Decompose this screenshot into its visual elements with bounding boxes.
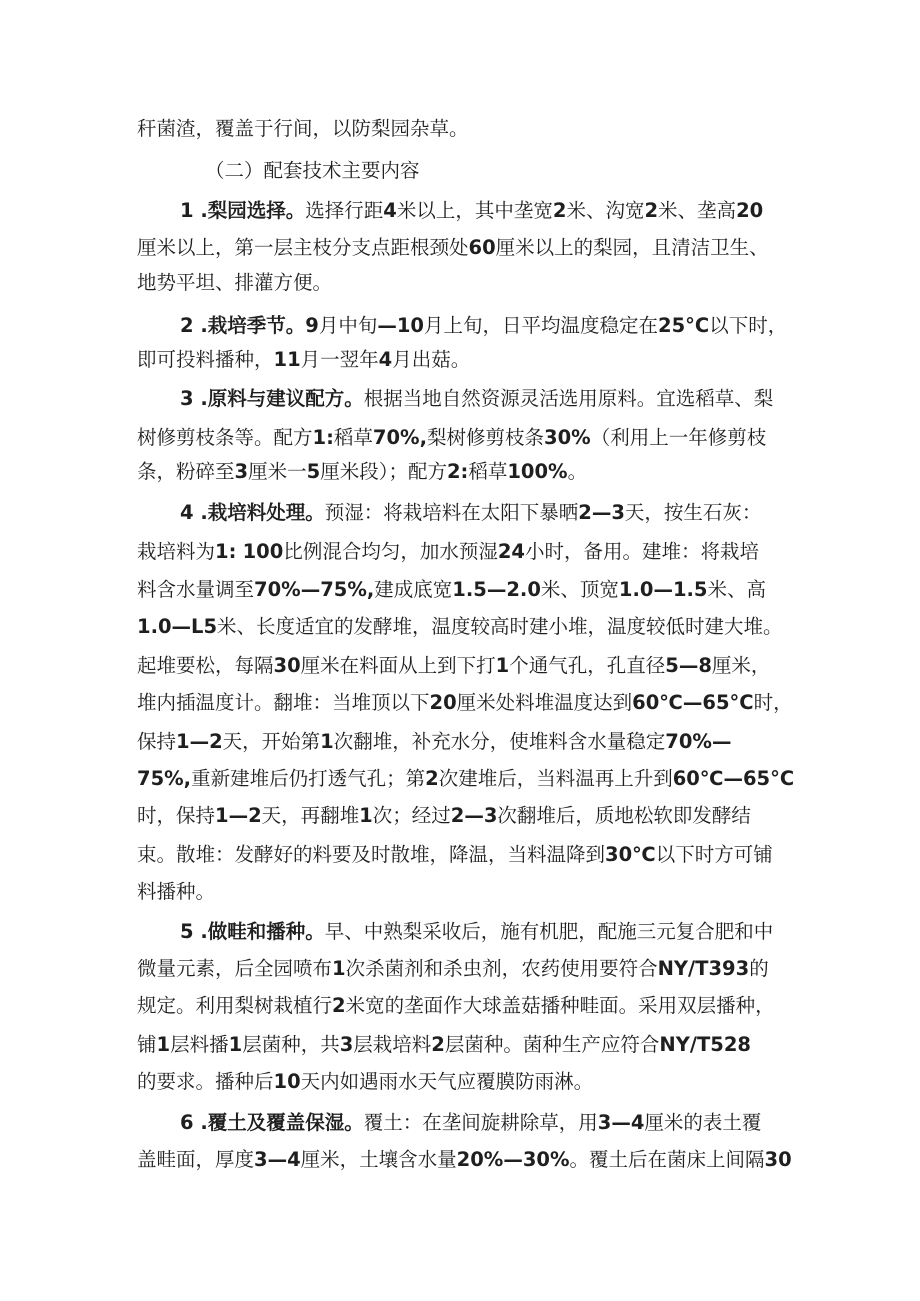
text-line bbox=[137, 651, 770, 681]
text-line bbox=[137, 1067, 593, 1097]
text-line bbox=[137, 877, 215, 907]
bold-text: 30℃ bbox=[605, 843, 656, 866]
bold-text: 20 bbox=[429, 691, 457, 714]
text-run: 预湿：将栽培料在太阳下暴晒 bbox=[324, 501, 579, 524]
text-line bbox=[137, 612, 783, 642]
text-run: 次翻堆，补充水分，使堆料含水量稳定 bbox=[333, 730, 666, 753]
bold-text: 2 bbox=[552, 199, 567, 222]
text-line bbox=[137, 688, 793, 718]
bold-text: 2 bbox=[644, 199, 659, 222]
text-run: 铺 bbox=[137, 1033, 157, 1056]
text-run: 。 bbox=[567, 460, 588, 483]
text-run: 米、长度适宜的发酵堆，温度较高时建小堆，温度较低时建大堆。 bbox=[217, 615, 783, 638]
bold-text: 70%— bbox=[665, 730, 732, 753]
bold-text: 25°C bbox=[658, 314, 710, 337]
text-run: 厘米的表土覆 bbox=[644, 1111, 762, 1134]
text-run: 厘米以上，第一层主枝分支点距根颈处 bbox=[137, 236, 469, 259]
text-run: 起堆要松，每隔 bbox=[137, 654, 274, 677]
bold-text: 60℃—65°C bbox=[632, 691, 754, 714]
text-run: 米、垄高 bbox=[658, 199, 737, 222]
bold-text: 1 bbox=[332, 957, 346, 980]
bold-text: 2 bbox=[332, 994, 346, 1017]
paragraph-4-line bbox=[180, 498, 761, 528]
paragraph-1-line bbox=[180, 196, 763, 226]
text-run: 米、沟宽 bbox=[566, 199, 645, 222]
text-line bbox=[137, 954, 769, 984]
bold-text: 1: bbox=[215, 540, 237, 563]
text-run: 层菌种，共 bbox=[242, 1033, 340, 1056]
bold-text: 30% bbox=[544, 426, 591, 449]
text-run: 层料播 bbox=[170, 1033, 229, 1056]
text-run: （二）配套技术主要内容 bbox=[205, 159, 420, 182]
text-run: 月中旬 bbox=[318, 314, 378, 337]
bold-text: 9 bbox=[305, 314, 319, 337]
text-run: 稻草 bbox=[333, 426, 373, 449]
text-run: 次建堆后，当料温再上升到 bbox=[438, 767, 673, 790]
text-run: 时，保持 bbox=[137, 804, 216, 827]
text-run: 时， bbox=[753, 691, 793, 714]
text-line bbox=[137, 1145, 792, 1175]
text-run: （利用上一年修剪枝 bbox=[590, 426, 767, 449]
text-run: 梨树修剪枝条 bbox=[427, 426, 545, 449]
text-run: 次杀菌剂和杀虫剂，农药使用要符合 bbox=[345, 957, 658, 980]
text-run: 厘米以上的梨园，且清洁卫生、 bbox=[495, 236, 769, 259]
text-line bbox=[137, 1030, 751, 1060]
text-run: 米、顶宽 bbox=[540, 578, 619, 601]
text-run: 厘米，土壤含水量 bbox=[300, 1148, 457, 1171]
text-run: 厘米一 bbox=[248, 460, 307, 483]
bold-text: NY/T393 bbox=[657, 957, 750, 980]
text-line bbox=[137, 840, 773, 870]
text-run: 的要求。播种后 bbox=[137, 1070, 274, 1093]
text-run: 层栽培料 bbox=[353, 1033, 432, 1056]
text-line bbox=[137, 727, 731, 757]
text-run: 天内如遇雨水天气应覆膜防雨淋。 bbox=[300, 1070, 594, 1093]
text-run: 厘米处料堆温度达到 bbox=[456, 691, 633, 714]
text-run: 以下时， bbox=[709, 314, 788, 337]
text-run: 条，粉碎至 bbox=[137, 460, 235, 483]
text-run: 厘米， bbox=[711, 654, 771, 677]
text-run: 树修剪枝条等。配方 bbox=[137, 426, 313, 449]
bold-text: 5 bbox=[306, 460, 321, 483]
bold-text: 1 .梨园选择。 bbox=[180, 199, 306, 222]
bold-text: 20 bbox=[736, 199, 764, 222]
text-line bbox=[137, 537, 759, 567]
text-run: 料播种。 bbox=[137, 880, 216, 903]
text-run: 月一翌年 bbox=[300, 348, 379, 371]
text-run: 早、中熟梨采收后，施有机肥，配施三元复合肥和中 bbox=[324, 920, 774, 943]
bold-text: 2—3 bbox=[578, 501, 625, 524]
bold-text: 1 bbox=[320, 730, 334, 753]
text-run: 地势平坦、排灌方便。 bbox=[137, 271, 333, 294]
bold-text: 1 bbox=[359, 804, 373, 827]
text-run: 厘米段）；配方 bbox=[320, 460, 447, 483]
bold-text: 30 bbox=[273, 654, 301, 677]
text-run: 的 bbox=[749, 957, 769, 980]
text-run: 盖畦面，厚度 bbox=[137, 1148, 255, 1171]
bold-text: 3 bbox=[234, 460, 249, 483]
bold-text: 24 bbox=[497, 540, 525, 563]
bold-text: 2: bbox=[446, 460, 469, 483]
bold-text: 2 bbox=[431, 1033, 445, 1056]
bold-text: 100% bbox=[507, 460, 568, 483]
text-run: 以下时方可铺 bbox=[655, 843, 773, 866]
paragraph-3-line bbox=[180, 384, 773, 414]
text-run: 次翻堆后，质地松软即发酵结 bbox=[497, 804, 751, 827]
bold-text: —10 bbox=[377, 314, 424, 337]
bold-text: 70%—75%, bbox=[254, 578, 375, 601]
text-run: 秆菌渣，覆盖于行间，以防梨园杂草。 bbox=[137, 117, 469, 140]
bold-text: 20%—30% bbox=[456, 1148, 570, 1171]
text-run: 层菌种。菌种生产应符合 bbox=[444, 1033, 660, 1056]
text-run: 选择行距 bbox=[305, 199, 384, 222]
bold-text: 11 bbox=[273, 348, 301, 371]
text-run: 堆内插温度计。翻堆：当堆顶以下 bbox=[137, 691, 430, 714]
text-run: 厘米在料面从上到下打 bbox=[300, 654, 496, 677]
bold-text: 1: bbox=[312, 426, 334, 449]
text-line bbox=[137, 423, 766, 453]
text-run: 。覆土后在菌床上间隔 bbox=[569, 1148, 765, 1171]
bold-text: 1.0—1.5 bbox=[618, 578, 708, 601]
text-run: 料含水量调至 bbox=[137, 578, 255, 601]
text-run: 米以上，其中垄宽 bbox=[396, 199, 553, 222]
text-run: 稻草 bbox=[468, 460, 508, 483]
text-run: 月出菇。 bbox=[392, 348, 471, 371]
bold-text: 100 bbox=[242, 540, 284, 563]
text-run: 建成底宽 bbox=[374, 578, 453, 601]
text-line bbox=[137, 991, 775, 1021]
bold-text: 1—2 bbox=[215, 804, 262, 827]
text-line bbox=[137, 575, 766, 605]
text-run: 天，开始第 bbox=[222, 730, 321, 753]
text-line bbox=[137, 457, 587, 487]
bold-text: 2 .栽培季节。 bbox=[180, 314, 306, 337]
text-run: 栽培料为 bbox=[137, 540, 216, 563]
text-run: 即可投料播种， bbox=[137, 348, 274, 371]
text-run: 重新建堆后仍打透气孔；第 bbox=[191, 767, 426, 790]
bold-text: 3—4 bbox=[597, 1111, 645, 1134]
text-run: 天，再翻堆 bbox=[261, 804, 360, 827]
text-run: 次；经过 bbox=[372, 804, 451, 827]
bold-text: 2 bbox=[425, 767, 439, 790]
text-line bbox=[137, 268, 332, 298]
bold-text: 5—8 bbox=[665, 654, 712, 677]
bold-text: NY/T528 bbox=[659, 1033, 751, 1056]
text-line bbox=[137, 233, 769, 263]
bold-text: 1 bbox=[228, 1033, 243, 1056]
text-run: 天，按生石灰： bbox=[624, 501, 762, 524]
text-run: 米宽的垄面作大球盖菇播种畦面。采用双层播种， bbox=[345, 994, 775, 1017]
paragraph-5-line bbox=[180, 917, 773, 947]
text-run: 米、高 bbox=[707, 578, 767, 601]
bold-text: 30 bbox=[764, 1148, 792, 1171]
bold-text: 70%, bbox=[372, 426, 427, 449]
bold-text: 2—3 bbox=[450, 804, 498, 827]
text-run: 覆土：在垄间旋耕除草，用 bbox=[363, 1111, 598, 1134]
text-run: 根据当地自然资源灵活选用原料。宜选稻草、梨 bbox=[363, 387, 774, 410]
bold-text: 4 bbox=[378, 348, 393, 371]
bold-text: 4 bbox=[383, 199, 397, 222]
bold-text: 1.5—2.0 bbox=[452, 578, 541, 601]
section-heading bbox=[205, 156, 420, 186]
bold-text: 1—2 bbox=[176, 730, 223, 753]
bold-text: 75%, bbox=[137, 767, 192, 790]
bold-text: 4 .栽培料处理。 bbox=[180, 501, 325, 524]
text-run: 比例混合均匀，加水预湿 bbox=[283, 540, 498, 563]
bold-text: 60℃—65°C bbox=[672, 767, 795, 790]
paragraph-2-line bbox=[180, 311, 787, 341]
bold-text: 1 bbox=[156, 1033, 171, 1056]
text-line bbox=[137, 764, 794, 794]
text-line bbox=[137, 801, 751, 831]
bold-text: 10 bbox=[273, 1070, 301, 1093]
bold-text: 3 bbox=[339, 1033, 354, 1056]
bold-text: 60 bbox=[468, 236, 496, 259]
text-run: 微量元素，后全园喷布 bbox=[137, 957, 333, 980]
bold-text: 1 bbox=[495, 654, 510, 677]
text-line bbox=[137, 114, 469, 144]
text-run: 束。散堆：发酵好的料要及时散堆，降温，当料温降到 bbox=[137, 843, 606, 866]
bold-text: 3 .原料与建议配方。 bbox=[180, 387, 364, 410]
text-run: 规定。利用梨树栽植行 bbox=[137, 994, 333, 1017]
text-line bbox=[137, 345, 470, 375]
bold-text: 5 .做畦和播种。 bbox=[180, 920, 325, 943]
bold-text: 6 .覆土及覆盖保湿。 bbox=[180, 1111, 364, 1134]
paragraph-6-line bbox=[180, 1108, 761, 1138]
text-run: 个通气孔，孔直径 bbox=[509, 654, 666, 677]
text-run: 月上旬，日平均温度稳定在 bbox=[424, 314, 659, 337]
text-run: 保持 bbox=[137, 730, 177, 753]
text-run: 小时，备用。建堆：将栽培 bbox=[524, 540, 759, 563]
bold-text: 3—4 bbox=[254, 1148, 301, 1171]
bold-text: 1.0—L5 bbox=[137, 615, 218, 638]
